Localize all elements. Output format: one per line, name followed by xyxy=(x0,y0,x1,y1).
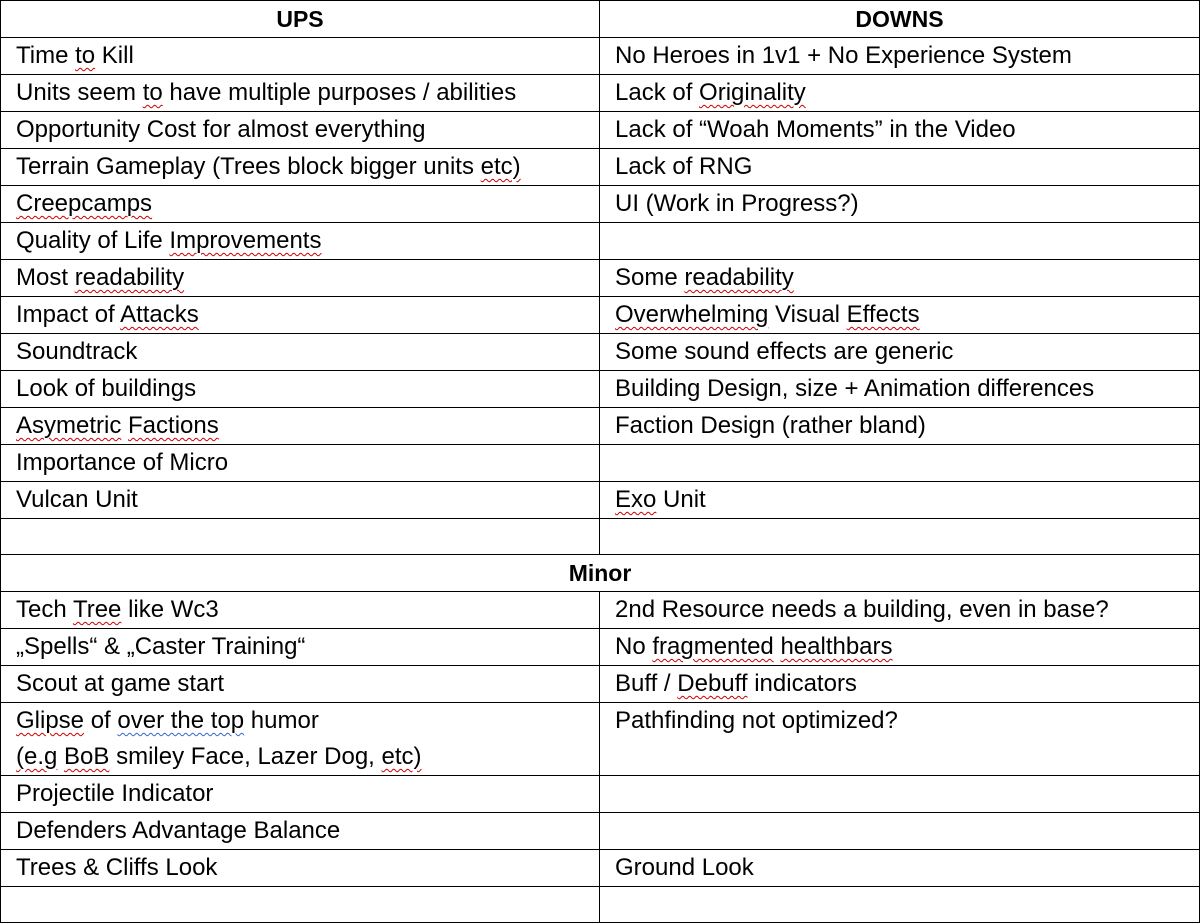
up-cell-text: Soundtrack xyxy=(16,338,138,365)
up-cell-text: Vulcan Unit xyxy=(16,486,138,513)
up-cell-text: Scout at game start xyxy=(16,670,225,697)
minor_rows-row xyxy=(1,850,1200,887)
up-cell[interactable] xyxy=(1,75,600,112)
down-cell-text: UI (Work in Progress?) xyxy=(615,190,859,217)
down-cell[interactable] xyxy=(600,813,1200,850)
up-cell-text: Importance of Micro xyxy=(16,449,229,476)
table-body xyxy=(1,1,1200,923)
up-cell[interactable] xyxy=(1,482,600,519)
up-cell[interactable] xyxy=(1,519,600,555)
down-cell[interactable] xyxy=(600,297,1200,334)
down-cell[interactable] xyxy=(600,223,1200,260)
major_rows-row xyxy=(1,75,1200,112)
up-cell[interactable] xyxy=(1,334,600,371)
up-cell[interactable] xyxy=(1,703,600,776)
down-cell[interactable] xyxy=(600,186,1200,223)
down-cell[interactable] xyxy=(600,850,1200,887)
up-cell-text: Tech Tree like Wc3 xyxy=(16,596,219,623)
up-cell[interactable] xyxy=(1,813,600,850)
down-cell-text: Some readability xyxy=(615,264,794,291)
down-cell[interactable] xyxy=(600,776,1200,813)
major_rows-row xyxy=(1,408,1200,445)
down-cell[interactable] xyxy=(600,887,1200,923)
down-cell-text: Pathfinding not optimized? xyxy=(615,707,898,734)
up-cell-text: Impact of Attacks xyxy=(16,301,199,328)
down-cell-text: 2nd Resource needs a building, even in base? xyxy=(615,596,1109,623)
major_rows-row xyxy=(1,149,1200,186)
downs-header: DOWNS xyxy=(600,1,1200,38)
down-cell[interactable] xyxy=(600,408,1200,445)
down-cell-text: No Heroes in 1v1 + No Experience System xyxy=(615,42,1072,69)
up-cell[interactable] xyxy=(1,112,600,149)
major_rows-row xyxy=(1,260,1200,297)
up-cell-text: Trees & Cliffs Look xyxy=(16,854,218,881)
minor-header-row xyxy=(1,555,1200,592)
up-cell[interactable] xyxy=(1,297,600,334)
up-cell[interactable] xyxy=(1,408,600,445)
down-cell[interactable] xyxy=(600,629,1200,666)
down-cell[interactable] xyxy=(600,149,1200,186)
down-cell-text: Building Design, size + Animation differences xyxy=(615,375,1095,402)
up-cell[interactable] xyxy=(1,776,600,813)
up-cell[interactable] xyxy=(1,666,600,703)
major_rows-row xyxy=(1,186,1200,223)
up-cell-text: Opportunity Cost for almost everything xyxy=(16,116,426,143)
down-cell-text: Lack of “Woah Moments” in the Video xyxy=(615,116,1016,143)
down-cell[interactable] xyxy=(600,260,1200,297)
up-cell[interactable] xyxy=(1,629,600,666)
down-cell[interactable] xyxy=(600,666,1200,703)
up-cell-text: Defenders Advantage Balance xyxy=(16,817,341,844)
minor_rows-row xyxy=(1,776,1200,813)
major_rows-row xyxy=(1,482,1200,519)
major_rows-row xyxy=(1,38,1200,75)
up-cell[interactable] xyxy=(1,149,600,186)
up-cell-text: Terrain Gameplay (Trees block bigger units etc) xyxy=(16,153,521,180)
minor_rows-row xyxy=(1,629,1200,666)
down-cell[interactable] xyxy=(600,334,1200,371)
major_rows-row xyxy=(1,519,1200,555)
up-cell[interactable] xyxy=(1,445,600,482)
up-cell-text: Creepcamps xyxy=(16,190,153,217)
down-cell-text: Exo Unit xyxy=(615,486,706,513)
down-cell[interactable] xyxy=(600,75,1200,112)
up-cell[interactable] xyxy=(1,186,600,223)
major_rows-row xyxy=(1,112,1200,149)
major_rows-row xyxy=(1,223,1200,260)
up-cell[interactable] xyxy=(1,887,600,923)
down-cell-text: Ground Look xyxy=(615,854,754,881)
down-cell-text: Lack of Originality xyxy=(615,79,806,106)
up-cell-text: Projectile Indicator xyxy=(16,780,214,807)
down-cell-text: No fragmented healthbars xyxy=(615,633,893,660)
down-cell[interactable] xyxy=(600,38,1200,75)
minor_rows-row xyxy=(1,813,1200,850)
up-cell-text-line: (e.g BoB smiley Face, Lazer Dog, etc) xyxy=(16,743,422,770)
down-cell-text: Lack of RNG xyxy=(615,153,753,180)
down-cell[interactable] xyxy=(600,371,1200,408)
major_rows-row xyxy=(1,371,1200,408)
up-cell-text: Units seem to have multiple purposes / abilities xyxy=(16,79,517,106)
up-cell-text: Asymetric Factions xyxy=(16,412,219,439)
major_rows-row xyxy=(1,445,1200,482)
down-cell[interactable] xyxy=(600,112,1200,149)
ups-header: UPS xyxy=(1,1,600,38)
down-cell[interactable] xyxy=(600,482,1200,519)
up-cell-text: „Spells“ & „Caster Training“ xyxy=(16,633,306,660)
major_rows-row xyxy=(1,334,1200,371)
minor_rows-row xyxy=(1,666,1200,703)
up-cell[interactable] xyxy=(1,850,600,887)
up-cell-text: Most readability xyxy=(16,264,185,291)
up-cell[interactable] xyxy=(1,592,600,629)
up-cell[interactable] xyxy=(1,38,600,75)
up-cell[interactable] xyxy=(1,260,600,297)
major_rows-row xyxy=(1,297,1200,334)
up-cell-text: Time to Kill xyxy=(16,42,134,69)
up-cell[interactable] xyxy=(1,371,600,408)
down-cell-text: Overwhelming Visual Effects xyxy=(615,301,920,328)
up-cell-text: Look of buildings xyxy=(16,375,197,402)
up-cell-text: Quality of Life Improvements xyxy=(16,227,322,254)
up-cell[interactable] xyxy=(1,223,600,260)
minor_rows-row xyxy=(1,703,1200,776)
header-row xyxy=(1,1,1200,38)
down-cell-text: Buff / Debuff indicators xyxy=(615,670,857,697)
minor_rows-row xyxy=(1,887,1200,923)
down-cell[interactable] xyxy=(600,703,1200,776)
down-cell-text: Some sound effects are generic xyxy=(615,338,954,365)
down-cell[interactable] xyxy=(600,519,1200,555)
minor-header: Minor xyxy=(1,555,1200,592)
down-cell[interactable] xyxy=(600,592,1200,629)
minor_rows-row xyxy=(1,592,1200,629)
down-cell[interactable] xyxy=(600,445,1200,482)
up-cell-text-line: Glipse of over the top humor xyxy=(16,707,319,734)
down-cell-text: Faction Design (rather bland) xyxy=(615,412,926,439)
